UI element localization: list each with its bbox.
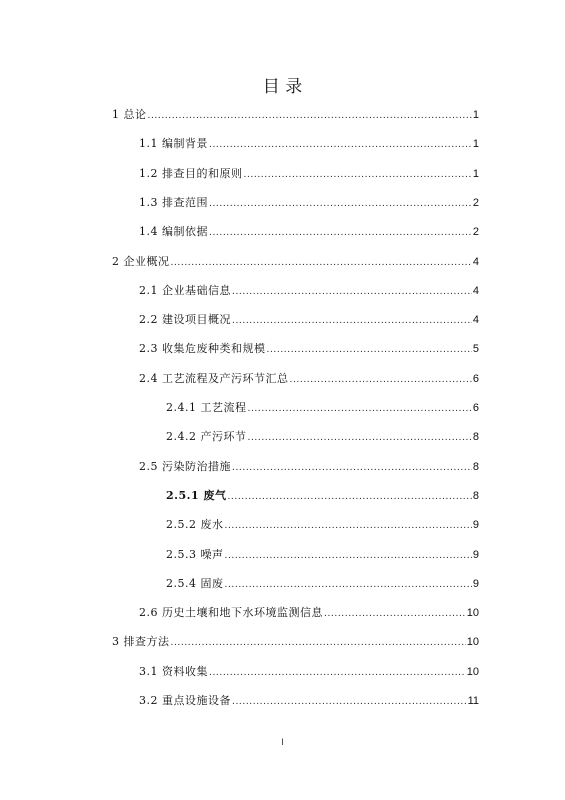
toc-entry-page-number: 10	[466, 636, 479, 649]
toc-entry-page-number: 8	[472, 489, 479, 502]
toc-entry-label: 2.4.1 工艺流程	[166, 401, 247, 414]
toc-entry-page-number: 1	[472, 109, 479, 121]
toc-dot-leader	[248, 404, 472, 414]
toc-dot-leader	[209, 140, 472, 150]
toc-entry-page-number: 4	[472, 284, 479, 297]
toc-entry-page-number: 1	[472, 138, 479, 151]
toc-entry-page-number: 6	[472, 402, 479, 414]
toc-entry-page-number: 10	[466, 665, 479, 678]
toc-entry[interactable]	[166, 575, 479, 595]
toc-entry-label: 2.5.2 废水	[166, 518, 224, 532]
toc-entry-label: 2.5.3 噪声	[166, 547, 224, 561]
toc-dot-leader	[324, 609, 466, 619]
toc-entry[interactable]	[139, 135, 479, 155]
toc-entry[interactable]	[139, 604, 479, 624]
toc-dot-leader	[209, 668, 466, 678]
toc-entry[interactable]	[139, 223, 479, 243]
toc-dot-leader	[225, 580, 472, 590]
page-footer-number: I	[281, 737, 284, 747]
toc-entry-label: 1.2 排查目的和原则	[139, 166, 243, 180]
toc-entry-page-number: 5	[472, 343, 479, 356]
toc-entry-page-number: 8	[472, 460, 479, 473]
toc-entry[interactable]	[139, 165, 479, 185]
toc-entry[interactable]	[139, 340, 479, 360]
toc-dot-leader	[225, 551, 472, 561]
toc-entry[interactable]	[139, 370, 479, 390]
toc-entry-label: 2.2 建设项目概况	[139, 313, 231, 327]
toc-entry[interactable]	[139, 458, 479, 478]
toc-entry-page-number: 9	[472, 577, 479, 590]
toc-entry[interactable]	[139, 663, 479, 683]
toc-entry[interactable]	[139, 311, 479, 331]
toc-dot-leader	[290, 375, 472, 385]
toc-dot-leader	[248, 433, 472, 443]
toc-entry-page-number: 8	[472, 431, 479, 444]
toc-entry[interactable]	[166, 516, 479, 536]
toc-entry-page-number: 9	[472, 548, 479, 561]
toc-title: 目 录	[262, 77, 303, 97]
toc-dot-leader	[171, 258, 472, 268]
toc-entry[interactable]	[112, 633, 479, 653]
toc-entry-page-number: 1	[472, 167, 479, 180]
toc-entry-page-number: 10	[466, 607, 479, 620]
toc-dot-leader	[232, 316, 472, 326]
toc-dot-leader	[171, 638, 466, 648]
toc-entry-label: 2.6 历史土壤和地下水环境监测信息	[139, 606, 323, 620]
toc-entry-page-number: 9	[472, 519, 479, 532]
toc-dot-leader	[244, 170, 472, 180]
toc-entry-label: 2.3 收集危废种类和规模	[139, 342, 266, 356]
toc-entry-page-number: 4	[472, 314, 479, 327]
toc-entry[interactable]	[166, 428, 479, 448]
toc-entry-label: 2.4 工艺流程及产污环节汇总	[139, 371, 289, 385]
toc-entry[interactable]	[139, 692, 479, 712]
toc-dot-leader	[232, 287, 472, 297]
toc-entry[interactable]	[112, 106, 479, 126]
toc-entry-label: 1.1 编制背景	[139, 137, 208, 151]
toc-entry[interactable]	[166, 487, 479, 507]
toc-entry[interactable]	[139, 282, 479, 302]
toc-dot-leader	[227, 492, 471, 502]
toc-dot-leader	[267, 345, 472, 355]
toc-entry-label: 1.3 排查范围	[139, 195, 208, 209]
toc-entry-page-number: 6	[472, 372, 479, 385]
toc-entry-label: 2.4.2 产污环节	[166, 430, 247, 444]
toc-dot-leader	[225, 521, 472, 531]
toc-entry[interactable]	[166, 546, 479, 566]
toc-dot-leader	[232, 697, 467, 707]
toc-dot-leader	[209, 199, 472, 209]
toc-dot-leader	[148, 111, 472, 121]
toc-entry-label: 2 企业概况	[112, 254, 170, 268]
toc-entry-label: 2.5 污染防治措施	[139, 459, 231, 473]
toc-entry-label: 2.1 企业基础信息	[139, 283, 231, 297]
toc-entry-label: 3.1 资料收集	[139, 664, 208, 678]
toc-entry-label: 3 排查方法	[112, 635, 170, 649]
toc-entry-page-number: 2	[472, 226, 479, 239]
toc-entry-label: 1.4 编制依据	[139, 225, 208, 239]
toc-entry-label: 1 总论	[112, 108, 147, 121]
toc-entry-label: 2.5.1 废气	[166, 488, 227, 502]
toc-entry-label: 3.2 重点设施设备	[139, 694, 231, 707]
toc-entry[interactable]	[139, 194, 479, 214]
toc-entry-page-number: 4	[472, 255, 479, 268]
toc-entry-label: 2.5.4 固废	[166, 576, 224, 590]
toc-entry-page-number: 2	[472, 196, 479, 209]
toc-dot-leader	[232, 463, 472, 473]
toc-entry[interactable]	[166, 399, 479, 419]
toc-entry[interactable]	[112, 253, 479, 273]
toc-entry-page-number: 11	[467, 695, 479, 707]
toc-dot-leader	[209, 228, 472, 238]
